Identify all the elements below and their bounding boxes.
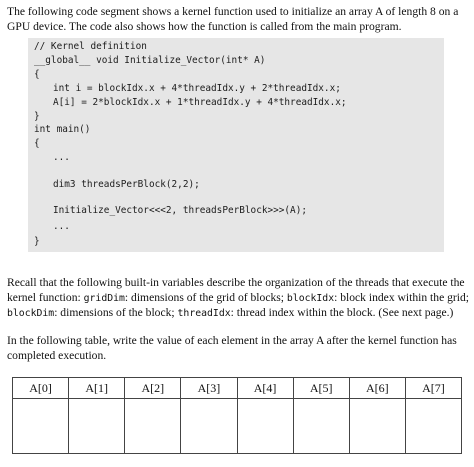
answer-cell-a5[interactable] bbox=[293, 399, 349, 454]
answer-cell-a2[interactable] bbox=[125, 399, 181, 454]
recall-text-3: : block index within the grid; bbox=[334, 290, 470, 304]
code-kernel-launch-line: Initialize_Vector<<<2, threadsPerBlock>>>(A); bbox=[53, 205, 307, 216]
code-ellipsis-line: ... bbox=[53, 152, 70, 163]
code-comment-line: // Kernel definition bbox=[34, 41, 147, 52]
blockidx-term: blockIdx bbox=[286, 292, 335, 304]
header-a3: A[3] bbox=[181, 378, 237, 399]
code-ellipsis-line-2: ... bbox=[53, 221, 70, 232]
code-dim3-line: dim3 threadsPerBlock(2,2); bbox=[53, 179, 200, 190]
blockdim-term: blockDim bbox=[7, 308, 55, 320]
recall-text-4: : dimensions of the block; bbox=[54, 306, 178, 320]
code-main-open-brace: { bbox=[34, 138, 40, 149]
header-a6: A[6] bbox=[349, 378, 405, 399]
griddim-term: gridDim bbox=[83, 292, 125, 304]
answer-cell-a0[interactable] bbox=[13, 399, 69, 454]
answer-cell-a7[interactable] bbox=[405, 399, 461, 454]
table-header-row bbox=[13, 378, 462, 399]
answer-cell-a4[interactable] bbox=[237, 399, 293, 454]
table-answer-row bbox=[13, 399, 462, 454]
code-assign-line: A[i] = 2*blockIdx.x + 1*threadIdx.y + 4*threadIdx.x; bbox=[53, 97, 347, 108]
answer-cell-a6[interactable] bbox=[349, 399, 405, 454]
code-index-line: int i = blockIdx.x + 4*threadIdx.y + 2*threadIdx.x; bbox=[53, 83, 341, 94]
header-a4: A[4] bbox=[237, 378, 293, 399]
recall-text-1: Recall that the following built-in variables describe the organization of the threads that execute the kernel function: bbox=[7, 276, 465, 304]
code-open-brace: { bbox=[34, 69, 40, 80]
header-a1: A[1] bbox=[69, 378, 125, 399]
intro-paragraph: The following code segment shows a kernel function used to initialize an array A of length 8 on a GPU device. The code also shows how the function is called from the main program. bbox=[7, 5, 459, 33]
threadidx-term: threadIdx bbox=[177, 308, 231, 320]
recall-paragraph bbox=[7, 276, 469, 322]
code-main-close-brace: } bbox=[34, 236, 40, 247]
header-a5: A[5] bbox=[293, 378, 349, 399]
code-main-signature: int main() bbox=[34, 124, 91, 135]
header-a2: A[2] bbox=[125, 378, 181, 399]
answer-table bbox=[12, 377, 462, 454]
recall-text-2: : dimensions of the grid of blocks; bbox=[124, 290, 287, 304]
code-kernel-signature: __global__ void Initialize_Vector(int* A) bbox=[34, 55, 266, 66]
code-close-brace: } bbox=[34, 111, 40, 122]
header-a7: A[7] bbox=[405, 378, 461, 399]
answer-cell-a1[interactable] bbox=[69, 399, 125, 454]
recall-text-5: : thread index within the block. (See next page.) bbox=[230, 306, 454, 320]
instruction-paragraph: In the following table, write the value of each element in the array A after the kernel function has completed execution. bbox=[7, 334, 457, 362]
header-a0: A[0] bbox=[13, 378, 69, 399]
code-block bbox=[28, 38, 444, 252]
answer-cell-a3[interactable] bbox=[181, 399, 237, 454]
